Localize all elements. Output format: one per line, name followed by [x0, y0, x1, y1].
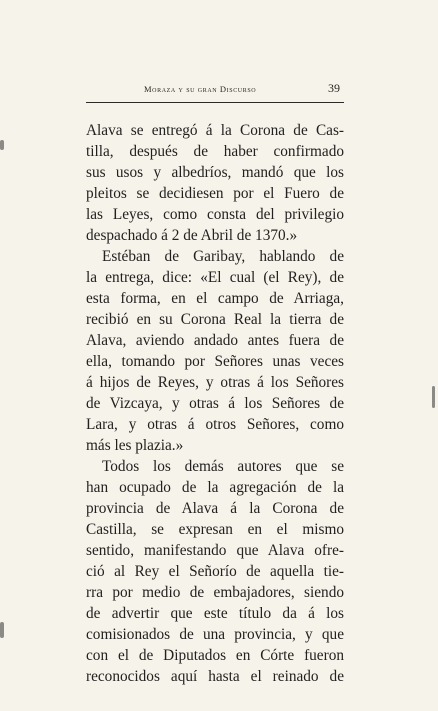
text-line: más les plazia.» [86, 437, 184, 454]
text-line: tilla, después de haber confirmado [86, 143, 344, 160]
text-line: con el de Diputados en Córte fueron [86, 647, 344, 664]
text-line: Castilla, se expresan en el mismo [86, 521, 344, 538]
text-line: provincia de Alava á la Corona de [86, 500, 344, 517]
text-line: reconocidos aquí hasta el reinado de [86, 668, 344, 685]
page-header [86, 78, 344, 103]
text-line: Alava, aviendo andado antes fuera de [86, 332, 344, 349]
text-line: Todos los demás autores que se [102, 458, 344, 475]
binding-mark [0, 622, 4, 638]
text-line: las Leyes, como consta del privilegio [86, 206, 344, 223]
page-number: 39 [328, 81, 340, 95]
text-line: pleitos se decidiesen por el Fuero de [86, 185, 344, 202]
text-line: de advertir que este título da á los [86, 605, 344, 622]
text-line: rra por medio de embajadores, siendo [86, 584, 344, 601]
text-line: esta forma, en el campo de Arriaga, [86, 290, 344, 307]
paragraph-3 [86, 456, 344, 687]
text-line: recibió en su Corona Real la tierra de [86, 311, 344, 328]
text-line: Alava se entregó á la Corona de Cas- [86, 122, 344, 139]
text-line: han ocupado de la agregación de la [86, 479, 344, 496]
paragraph-1 [86, 120, 344, 246]
text-line: ció al Rey el Señorío de aquella tie- [86, 563, 344, 580]
body-text [86, 120, 344, 687]
running-title: Moraza y su gran Discurso [144, 84, 257, 94]
text-line: Lara, y otras á otros Señores, como [86, 416, 344, 433]
text-line: la entrega, dice: «El cual (el Rey), de [86, 269, 344, 286]
text-line: á hijos de Reyes, y otras á los Señores [86, 374, 344, 391]
text-line: despachado á 2 de Abril de 1370.» [86, 227, 298, 244]
text-line: comisionados de una provincia, y que [86, 626, 344, 643]
binding-mark [0, 140, 4, 150]
paragraph-2 [86, 246, 344, 456]
text-line: Estéban de Garibay, hablando de [102, 248, 344, 265]
text-line: sentido, manifestando que Alava ofre- [86, 542, 344, 559]
text-line: ella, tomando por Señores unas veces [86, 353, 344, 370]
edge-mark [432, 386, 435, 408]
text-line: sus usos y albedríos, mandó que los [86, 164, 344, 181]
text-line: de Vizcaya, y otras á los Señores de [86, 395, 344, 412]
